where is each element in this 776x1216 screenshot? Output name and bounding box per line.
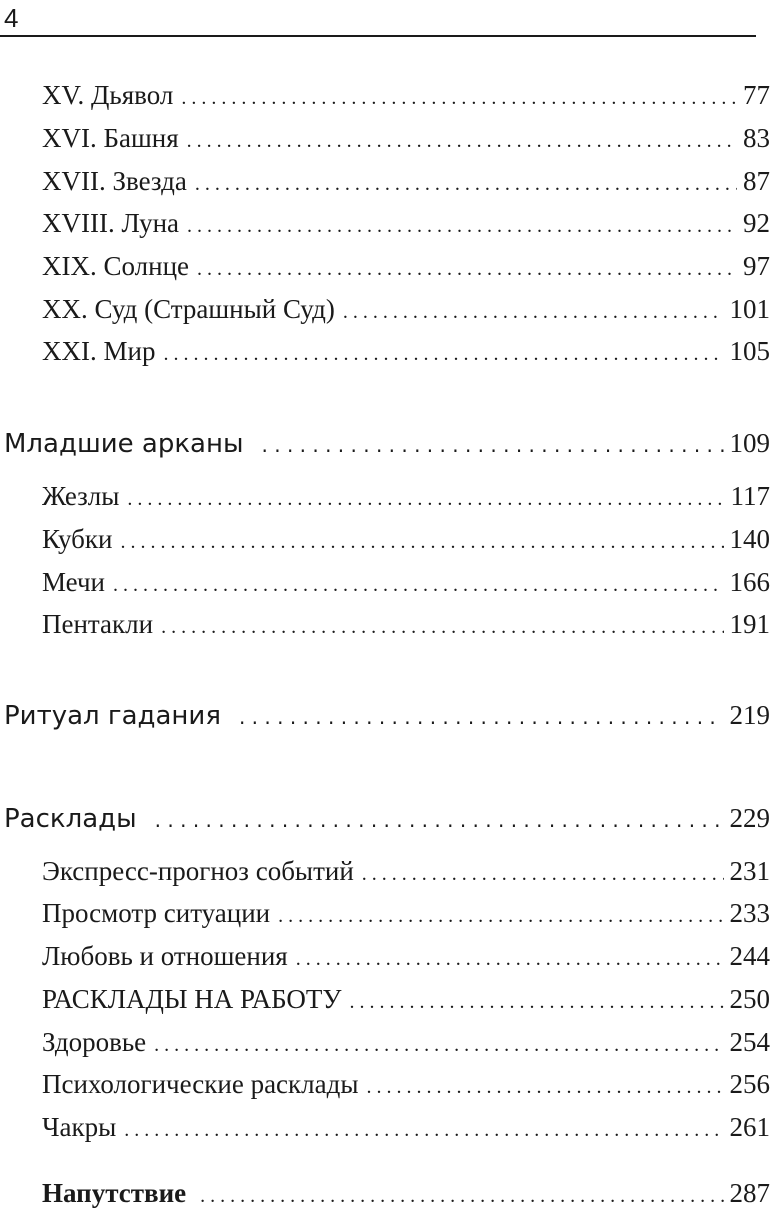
toc-entry-page: 109 (729, 428, 770, 458)
toc-section[interactable] (4, 428, 770, 459)
toc-entry-title: Экспресс-прогноз событий (42, 856, 354, 886)
page-number: 4 (4, 3, 19, 33)
toc-entry-page: 92 (743, 208, 770, 238)
toc-entry-page: 105 (729, 336, 770, 366)
dot-leader (239, 705, 724, 729)
dot-leader (187, 130, 737, 153)
toc-entry-page: 233 (729, 898, 770, 928)
dot-leader (127, 488, 724, 511)
toc-entry-title: Психологические расклады (42, 1069, 359, 1099)
dot-leader (262, 433, 724, 457)
toc-entry[interactable] (42, 208, 770, 239)
toc-entry-page: 219 (729, 700, 770, 730)
toc-entry[interactable] (42, 567, 770, 598)
toc-entry[interactable] (42, 80, 770, 111)
toc-entry-page: 97 (743, 251, 770, 281)
dot-leader (362, 863, 724, 886)
toc-entry-page: 83 (743, 123, 770, 153)
toc-entry[interactable] (42, 984, 770, 1015)
dot-leader (155, 808, 724, 832)
toc-entry-title: XX. Суд (Страшный Суд) (42, 294, 335, 324)
toc-entry[interactable] (42, 481, 770, 512)
toc-entry-title: Любовь и отношения (42, 941, 288, 971)
toc-entry[interactable] (42, 123, 770, 154)
toc-entry-page: 261 (729, 1112, 770, 1142)
toc-entry[interactable] (42, 1069, 770, 1100)
toc-entry[interactable] (42, 941, 770, 972)
toc-entry-title: Мечи (42, 567, 105, 597)
toc-entry-page: 117 (730, 481, 770, 511)
toc-entry-title: XIX. Солнце (42, 251, 189, 281)
toc-entry-page: 77 (743, 80, 770, 110)
toc-entry[interactable] (42, 166, 770, 197)
toc-entry-title: XV. Дьявол (42, 80, 174, 110)
toc-entry-title: Жезлы (42, 481, 120, 511)
toc-entry-title: Пентакли (42, 609, 154, 639)
dot-leader (113, 574, 724, 597)
toc-entry[interactable] (42, 856, 770, 887)
toc-entry-final[interactable] (42, 1178, 770, 1209)
toc-entry-page: 166 (729, 567, 770, 597)
toc-entry[interactable] (42, 336, 770, 367)
toc-entry-title: РАСКЛАДЫ НА РАБОТУ (42, 984, 342, 1014)
toc-entry-title: Кубки (42, 524, 113, 554)
toc-entry[interactable] (42, 294, 770, 325)
header-rule (0, 35, 756, 37)
dot-leader (200, 1185, 723, 1208)
toc-entry-title: XXI. Мир (42, 336, 156, 366)
toc-entry-title: XVI. Башня (42, 123, 179, 153)
toc-section-title: Расклады (4, 804, 137, 834)
toc-entry[interactable] (42, 1112, 770, 1143)
dot-leader (197, 258, 737, 281)
toc-entry-title: Чакры (42, 1112, 117, 1142)
toc-entry-page: 229 (729, 803, 770, 833)
toc-entry[interactable] (42, 524, 770, 555)
toc-entry-title: Здоровье (42, 1027, 147, 1057)
toc-section-title: Ритуал гадания (4, 701, 221, 731)
dot-leader (278, 905, 723, 928)
dot-leader (120, 531, 723, 554)
toc-entry-page: 140 (729, 524, 770, 554)
toc-entry-page: 231 (729, 856, 770, 886)
toc-section-title: Младшие арканы (4, 429, 244, 459)
dot-leader (343, 301, 724, 324)
toc-entry[interactable] (42, 898, 770, 929)
toc-entry-title: Просмотр ситуации (42, 898, 271, 928)
dot-leader (154, 1034, 723, 1057)
dot-leader (163, 343, 723, 366)
toc-entry-page: 256 (729, 1069, 770, 1099)
toc-entry-title: XVII. Звезда (42, 166, 187, 196)
toc-entry-page: 254 (729, 1027, 770, 1057)
dot-leader (296, 948, 724, 971)
dot-leader (195, 173, 737, 196)
toc-entry-title: Напутствие (42, 1178, 187, 1208)
toc-entry-title: XVIII. Луна (42, 208, 180, 238)
dot-leader (350, 991, 724, 1014)
dot-leader (181, 87, 737, 110)
toc-section[interactable] (4, 803, 770, 834)
dot-leader (124, 1119, 723, 1142)
toc-entry[interactable] (42, 251, 770, 282)
toc-entry[interactable] (42, 609, 770, 640)
toc-entry-page: 287 (729, 1178, 770, 1208)
toc-entry-page: 87 (743, 166, 770, 196)
dot-leader (161, 616, 723, 639)
dot-leader (367, 1076, 724, 1099)
toc-section[interactable] (4, 700, 770, 731)
toc-entry-page: 191 (729, 609, 770, 639)
dot-leader (187, 215, 737, 238)
toc-entry-page: 244 (729, 941, 770, 971)
toc-entry-page: 250 (729, 984, 770, 1014)
toc-entry-page: 101 (729, 294, 770, 324)
toc-entry[interactable] (42, 1027, 770, 1058)
